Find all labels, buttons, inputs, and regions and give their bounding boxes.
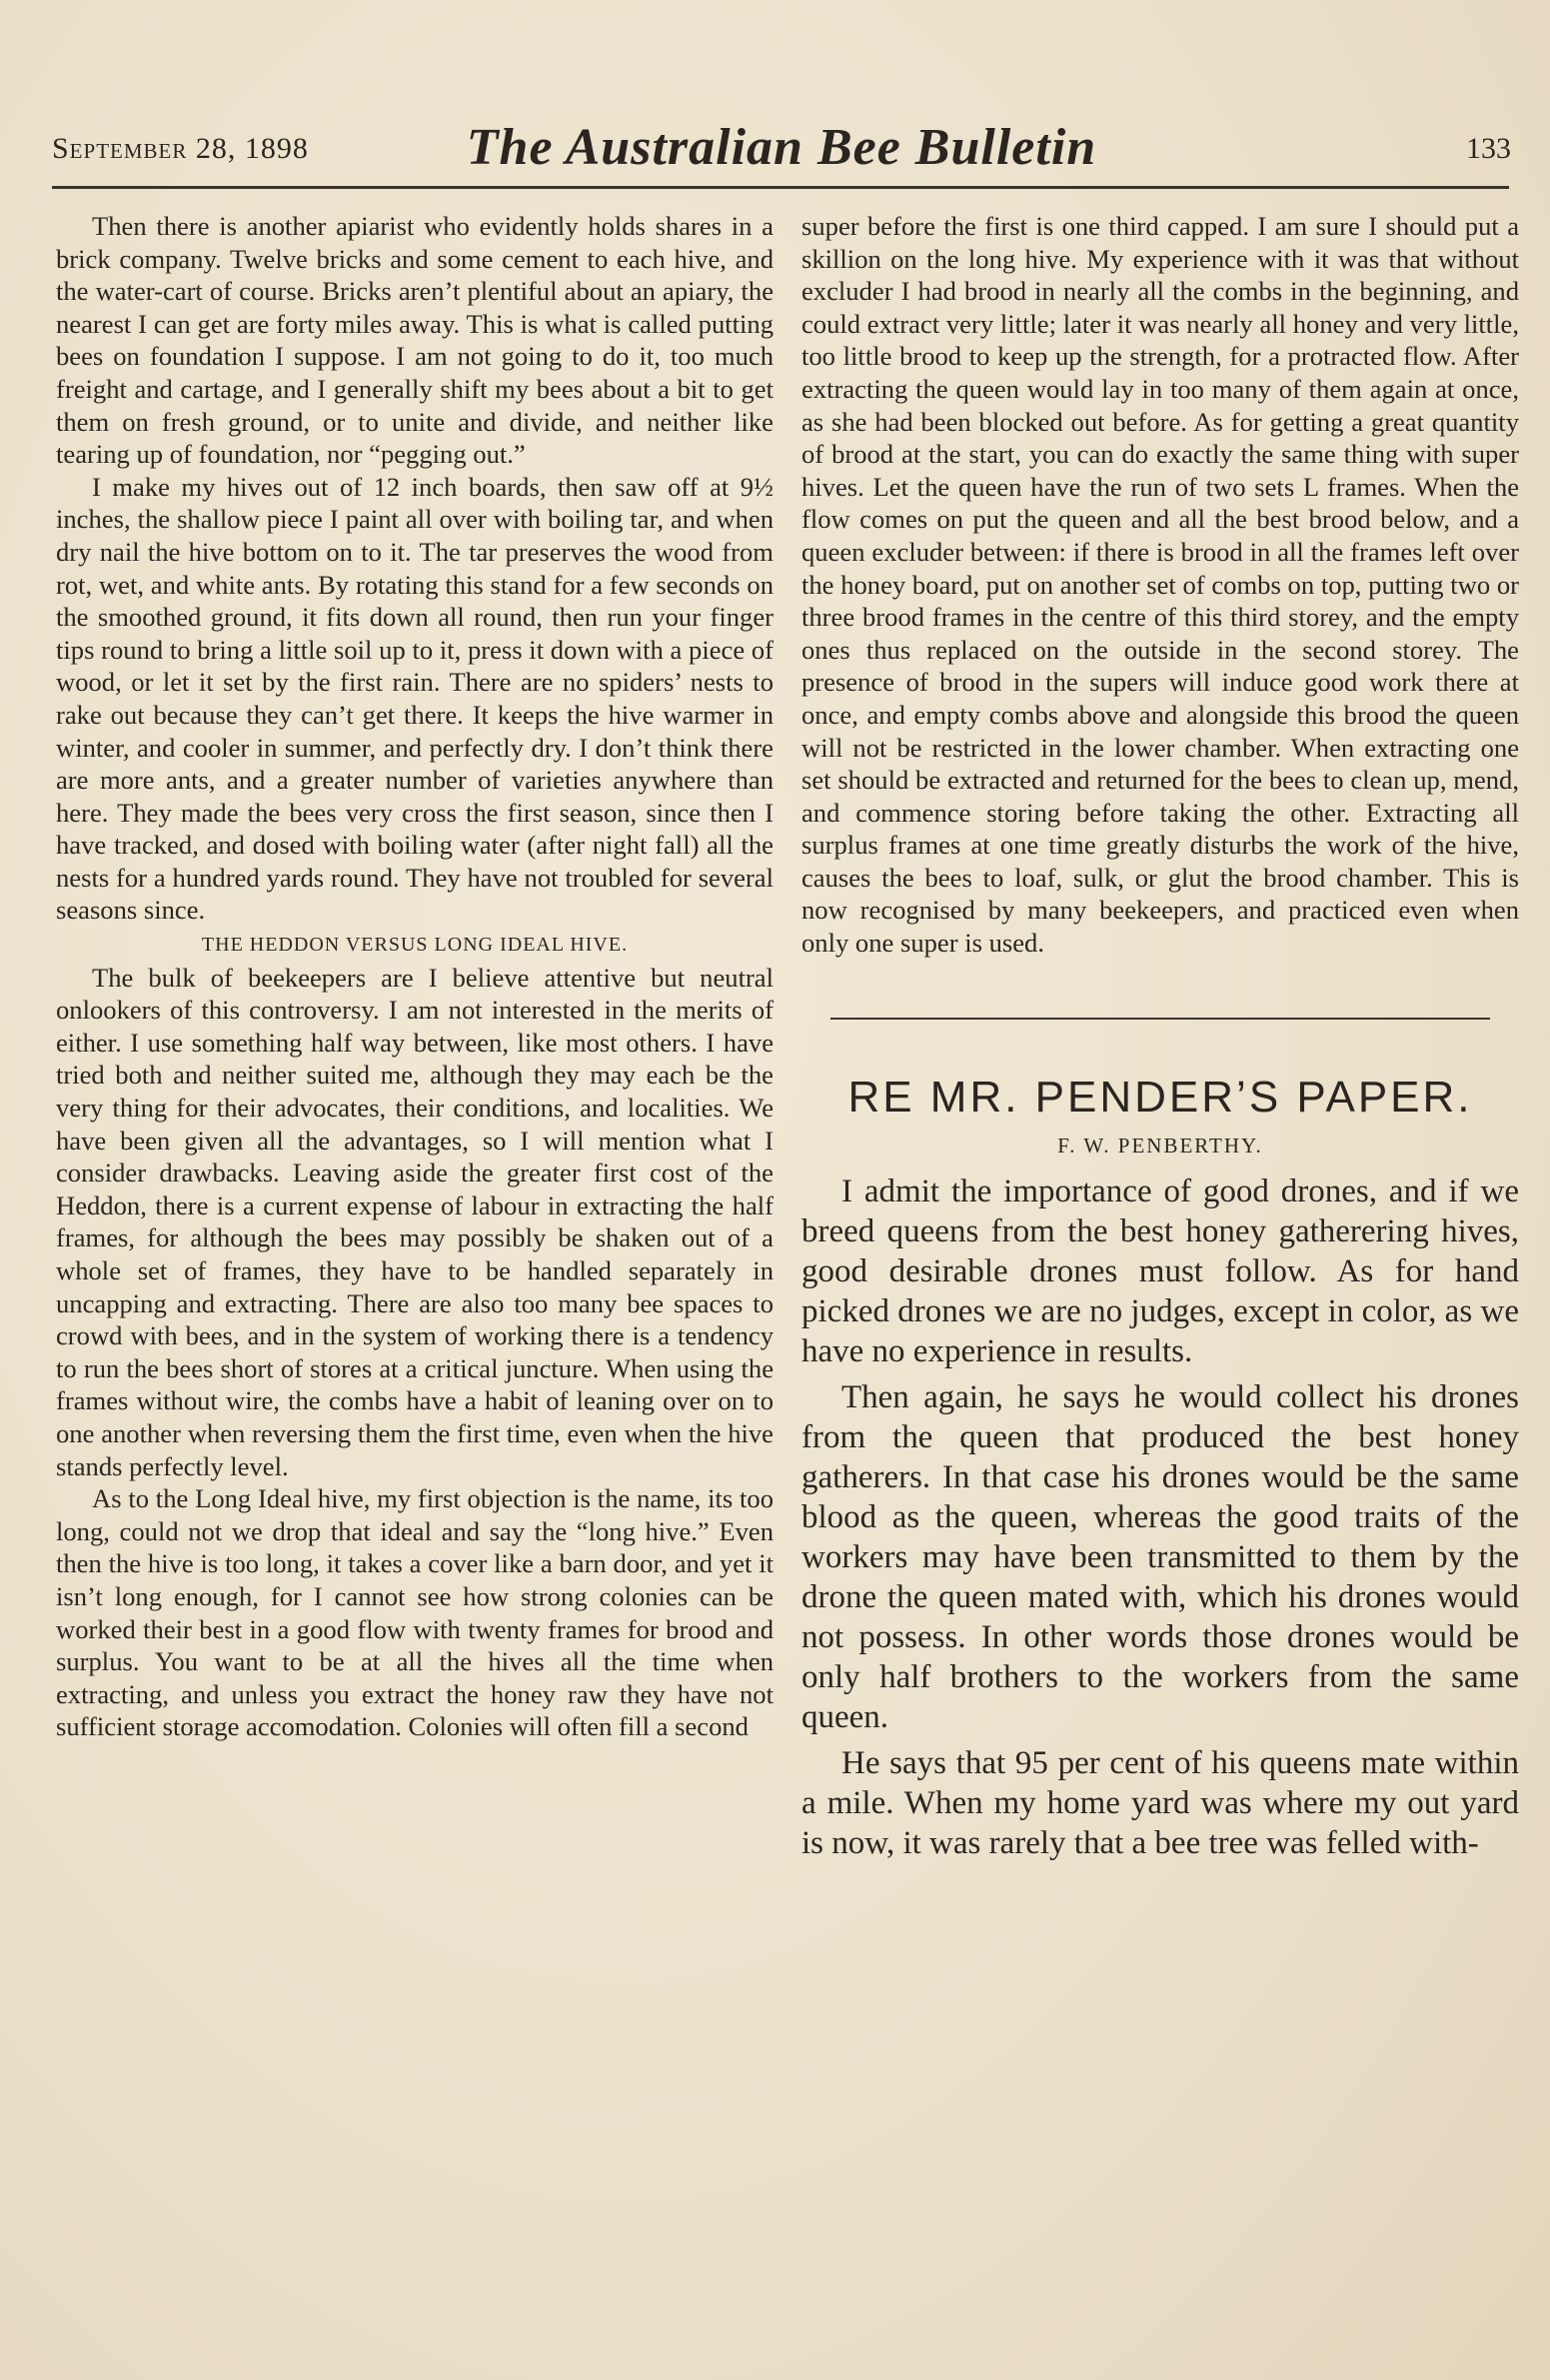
paragraph: I make my hives out of 12 inch boards, then saw off at 9½ inches, the shallow piece I paint all over with boiling tar, and when dry nail the hive bottom on to it. The tar preserves the wood from rot, wet, and white ants. By rotating this stand for a few seconds on the smoothed ground, it fits down all round, then run your finger tips round to bring a little soil up to it, press it down with a piece of wood, or let it set by the first rain. There are no spiders’ nests to rake out because they can’t get there. It keeps the hive warmer in winter, and cooler in summer, and perfectly dry. I don’t think there are more ants, and a greater number of varieties anywhere than here. They made the bees very cross the first season, since then I have tracked, and dosed with boiling water (after night fall) all the nests for a hundred yards round. They have not troubled for several seasons since. — [56, 471, 774, 926]
page-number: 133 — [1466, 132, 1511, 165]
issue-date: September 28, 1898 — [52, 132, 309, 165]
right-column — [801, 210, 1519, 1863]
section-subheading: THE HEDDON VERSUS LONG IDEAL HIVE. — [201, 934, 629, 957]
article-body — [801, 1172, 1519, 1863]
publication-title: The Australian Bee Bulletin — [466, 119, 1097, 176]
section-divider — [830, 1018, 1490, 1020]
article-byline: F. W. PENBERTHY. — [1057, 1133, 1263, 1158]
paragraph: Then there is another apiarist who evidently holds shares in a brick company. Twelve bricks and some cement to each hive, and the water-cart of course. Bricks aren’t plentiful about an apiary, the nearest I can get are forty miles away. This is what is called putting bees on foundation I suppose. I am not going to do it, too much freight and cartage, and I generally shift my bees about a bit to get them on fresh ground, or to unite and divide, and neither like tearing up of foundation, nor “pegging out.” — [56, 211, 774, 470]
paragraph: super before the first is one third capped. I am sure I should put a skillion on the long hive. My experience with it was that without excluder I had brood in nearly all the combs in the beginning, and could extract very little; later it was nearly all honey and very little, too little brood to keep up the strength, for a protracted flow. After extracting the queen would lay in too many of them again at once, as she had been blocked out before. As for getting a great quantity of brood at the start, you can do exactly the same thing with super hives. Let the queen have the run of two sets L frames. When the flow comes on put the queen and all the best brood below, and a queen excluder between: if there is brood in all the frames left over the honey board, put on another set of combs on top, putting two or three brood frames in the centre of this third storey, and the empty ones thus replaced on the outside in the second storey. The presence of brood in the supers will induce good work there at once, and empty combs above and alongside this brood the queen will not be restricted in the lower chamber. When extracting one set should be extracted and returned for the bees to clean up, mend, and commence storing before taking the other. Extracting all surplus frames at one time greatly disturbs the work of the hive, causes the bees to loaf, sulk, or glut the brood chamber. This is now recognised by many beekeepers, and practiced even when only one super is used. — [801, 211, 1519, 959]
left-column — [56, 210, 774, 1743]
paragraph: As to the Long Ideal hive, my first objection is the name, its too long, could not we drop that ideal and say the “long hive.” Even then the hive is too long, it takes a cover like a barn door, and yet it isn’t long enough, for I cannot see how strong colonies can be worked their best in a good flow with twenty frames for brood and surplus. You want to be at all the hives all the time when extracting, and unless you extract the honey raw they have not sufficient storage accomodation. Colonies will often fill a second — [56, 1483, 774, 1742]
header-rule — [52, 186, 1509, 189]
paragraph: The bulk of beekeepers are I believe attentive but neutral onlookers of this controversy. I am not interested in the merits of either. I use something half way between, like most others. I have tried both and neither suited me, although they may each be the very thing for their advocates, their conditions, and localities. We have been given all the advantages, so I will mention what I consider drawbacks. Leaving aside the greater first cost of the Heddon, there is a current expense of labour in extracting the half frames, for although the bees may possibly be shaken out of a whole set of frames, they have to be handled separately in uncapping and extracting. There are also too many bee spaces to crowd with bees, and in the system of working there is a tendency to run the bees short of stores at a critical juncture. When using the frames without wire, the combs have a habit of leaning over on to one another when reversing them the first time, even when the hive stands perfectly level. — [56, 962, 774, 1481]
paragraph: I admit the importance of good drones, and if we breed queens from the best honey gatherering hives, good desirable drones must follow. As for hand picked drones we are no judges, except in color, as we have no experience in results. — [801, 1174, 1519, 1370]
page-header — [52, 118, 1511, 178]
paragraph: Then again, he says he would collect his drones from the queen that produced the best honey gatherers. In that case his drones would be the same blood as the queen, whereas the good traits of the workers may have been transmitted to them by the drone the queen mated with, which his drones would not possess. In other words those drones would be only half brothers to the workers from the same queen. — [801, 1379, 1519, 1736]
article-title: RE MR. PENDER’S PAPER. — [847, 1072, 1473, 1122]
paragraph: He says that 95 per cent of his queens mate within a mile. When my home yard was where my out yard is now, it was rarely that a bee tree was felled with- — [801, 1745, 1519, 1862]
